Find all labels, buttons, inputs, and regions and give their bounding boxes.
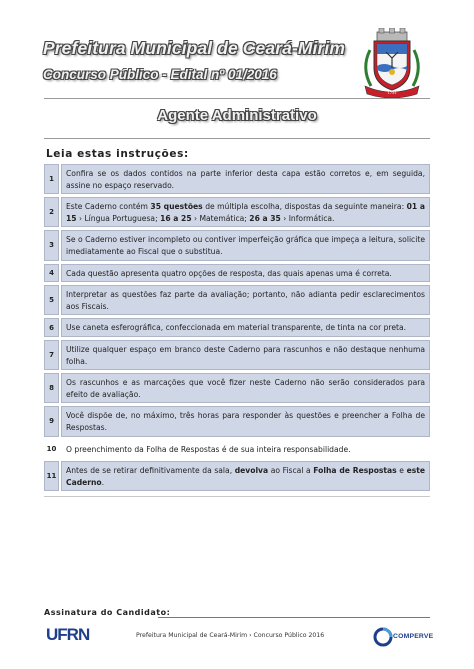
instruction-row [44, 406, 430, 436]
instruction-number: 10 [44, 440, 59, 459]
ufrn-logo [46, 624, 102, 646]
city-crest-logo [357, 28, 427, 98]
instruction-text: Antes de se retirar definitivamente da sala, devolva ao Fiscal a Folha de Respostas e este Caderno. [61, 461, 430, 491]
header-title-line2: Concurso Público - Edital nº 01/2016 [43, 67, 277, 82]
header-divider-bottom [44, 138, 430, 139]
instruction-number: 11 [44, 461, 59, 491]
instruction-number: 5 [44, 285, 59, 315]
signature-label: Assinatura do Candidato: [44, 608, 171, 617]
header-divider-top [44, 98, 430, 99]
header-title-line1: Prefeitura Municipal de Ceará-Mirim [43, 38, 346, 58]
comperve-logo-text: COMPERVE [393, 633, 434, 640]
instruction-text: Você dispõe de, no máximo, três horas para responder às questões e preencher a Folha de Respostas. [61, 406, 430, 436]
instruction-row [44, 197, 430, 227]
instruction-row [44, 440, 430, 459]
instruction-text: Interpretar as questões faz parte da avaliação; portanto, não adianta pedir esclarecimentos aos Fiscais. [61, 285, 430, 315]
instruction-row [44, 340, 430, 370]
instruction-row [44, 318, 430, 337]
instructions-list [44, 164, 430, 494]
instruction-number: 3 [44, 230, 59, 260]
instruction-text: Cada questão apresenta quatro opções de resposta, das quais apenas uma é correta. [61, 264, 430, 283]
instruction-number: 9 [44, 406, 59, 436]
instruction-number: 2 [44, 197, 59, 227]
instruction-text: O preenchimento da Folha de Respostas é de sua inteira responsabilidade. [61, 440, 430, 459]
instruction-number: 1 [44, 164, 59, 194]
instruction-row [44, 285, 430, 315]
instruction-row [44, 264, 430, 283]
ufrn-logo-text: UFRN [46, 625, 90, 644]
crest-banner-text: 1755 [387, 91, 397, 95]
instruction-text: Use caneta esferográfica, confeccionada em material transparente, de tinta na cor preta. [61, 318, 430, 337]
instruction-row [44, 230, 430, 260]
footer-text: Prefeitura Municipal de Ceará-Mirim › Concurso Público 2016 [136, 632, 325, 639]
instruction-number: 4 [44, 264, 59, 283]
instruction-number: 7 [44, 340, 59, 370]
signature-line[interactable] [158, 617, 430, 618]
comperve-mark-icon [373, 627, 393, 647]
instruction-row [44, 164, 430, 194]
instruction-text: Se o Caderno estiver incompleto ou contiver imperfeição gráfica que impeça a leitura, solicite imediatamente ao Fiscal que o substitua. [61, 230, 430, 260]
instruction-row [44, 461, 430, 491]
instruction-row [44, 373, 430, 403]
instructions-bottom-divider [44, 496, 430, 497]
instruction-number: 8 [44, 373, 59, 403]
instruction-number: 6 [44, 318, 59, 337]
instruction-text: Utilize qualquer espaço em branco deste Caderno para rascunhos e não destaque nenhuma folha. [61, 340, 430, 370]
role-title: Agente Administrativo [157, 107, 317, 124]
instructions-heading: Leia estas instruções: [46, 148, 189, 160]
comperve-logo [373, 627, 437, 649]
instruction-text: Confira se os dados contidos na parte inferior desta capa estão corretos e, em seguida, assine no espaço reservado. [61, 164, 430, 194]
instruction-text: Este Caderno contém 35 questões de múltipla escolha, dispostas da seguinte maneira: 01 a 15 › Língua Portuguesa; 16 a 25 › Matemática; 26 a 35 › Informática. [61, 197, 430, 227]
instruction-text: Os rascunhos e as marcações que você fizer neste Caderno não serão considerados para efeito de avaliação. [61, 373, 430, 403]
